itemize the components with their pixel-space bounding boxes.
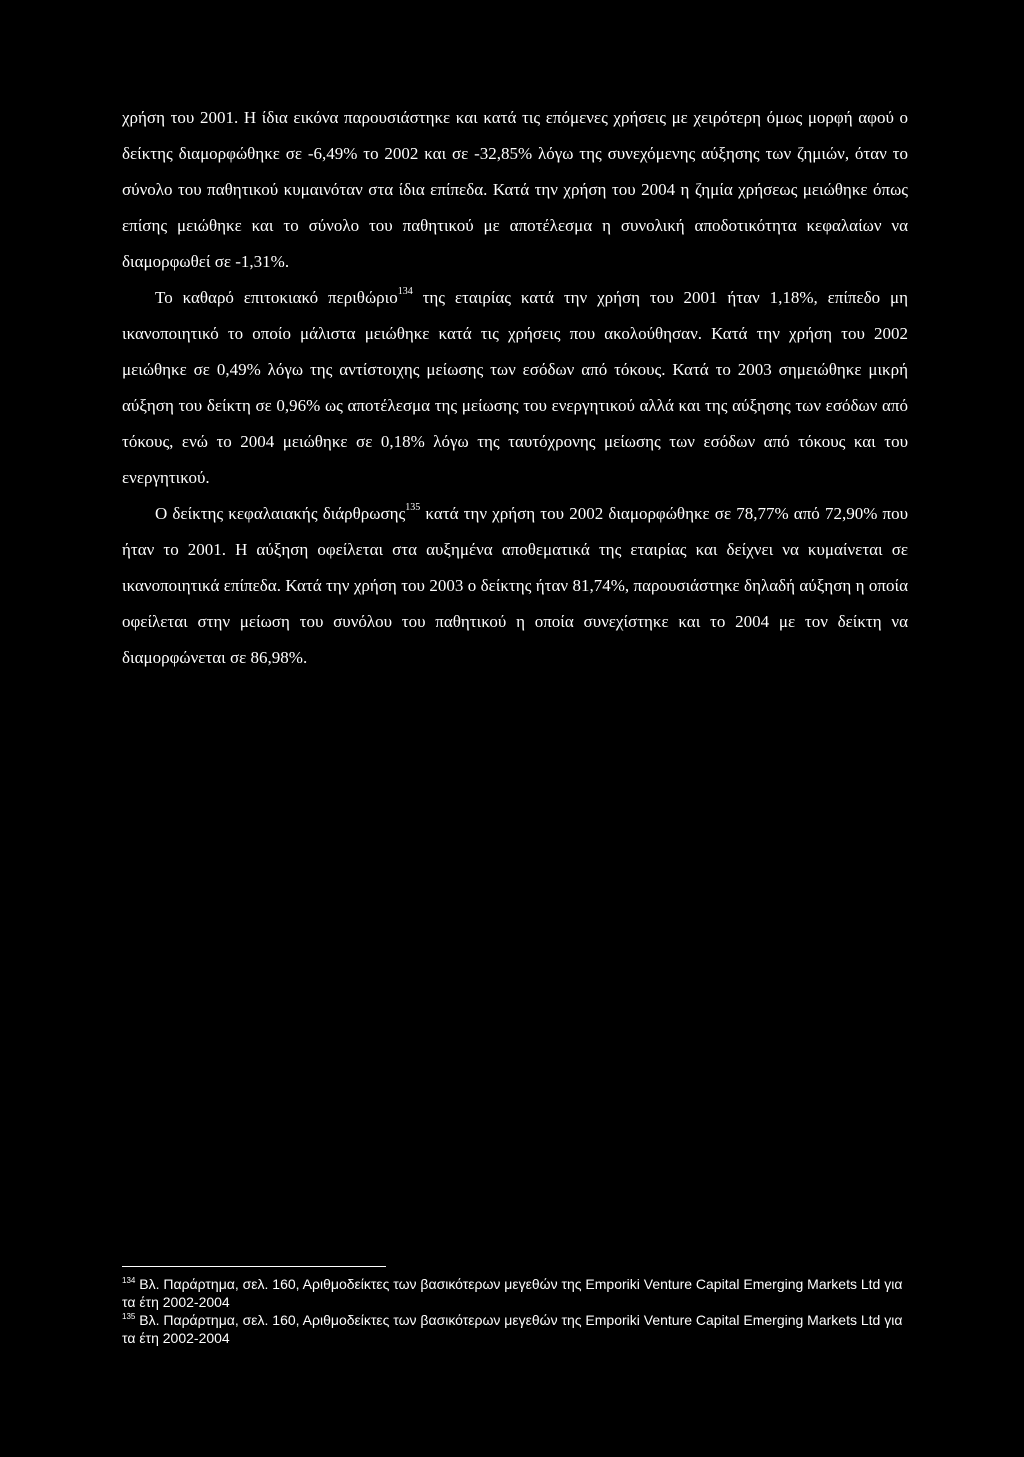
paragraph-text-start: Ο δείκτης κεφαλαιακής διάρθρωσης [155, 504, 406, 523]
footnote-134 [122, 1275, 908, 1311]
document-body [122, 100, 908, 676]
paragraph-text-end: κατά την χρήση του 2002 διαμορφώθηκε σε 78,77% από 72,90% που ήταν το 2001. Η αύξηση οφείλεται στα αυξημένα αποθεματικά της εταιρίας και δείχνει να κυμαίνεται σε ικανοποιητικά επίπεδα. Κατά την χρήση του 2003 ο δείκτης ήταν 81,74%, παρουσιάστηκε δηλαδή αύξηση η οποία οφείλεται στην μείωση του συνόλου του παθητικού η οποία συνεχίστηκε και το 2004 με τον δείκτη να διαμορφώνεται σε 86,98%. [122, 504, 908, 667]
footnotes-section [122, 1266, 908, 1347]
footnote-text: Βλ. Παράρτημα, σελ. 160, Αριθμοδείκτες των βασικότερων μεγεθών της Emporiki Venture Capital Emerging Markets Ltd για τα έτη 2002-2004 [122, 1312, 903, 1346]
footnote-ref-134: 134 [397, 286, 413, 297]
footnote-135 [122, 1311, 908, 1347]
footnote-number: 134 [122, 1276, 136, 1285]
footnote-divider [122, 1266, 386, 1267]
footnote-number: 135 [122, 1312, 136, 1321]
footnote-ref-135: 135 [405, 502, 421, 513]
paragraph-text: χρήση του 2001. Η ίδια εικόνα παρουσιάστηκε και κατά τις επόμενες χρήσεις με χειρότερη όμως μορφή αφού ο δείκτης διαμορφώθηκε σε -6,49% το 2002 και σε -32,85% λόγω της συνεχόμενης αύξησης των ζημιών, όταν το σύνολο του παθητικού κυμαινόταν στα ίδια επίπεδα. Κατά την χρήση του 2004 η ζημία χρήσεως μειώθηκε όπως επίσης μειώθηκε και το σύνολο του παθητικού με αποτέλεσμα η συνολική αποδοτικότητα κεφαλαίων να διαμορφωθεί σε -1,31%. [122, 108, 908, 271]
paragraph-text-end: της εταιρίας κατά την χρήση του 2001 ήταν 1,18%, επίπεδο μη ικανοποιητικό το οποίο μάλιστα μειώθηκε κατά τις χρήσεις που ακολούθησαν. Κατά την χρήση του 2002 μειώθηκε σε 0,49% λόγω της αντίστοιχης μείωσης των εσόδων από τόκους. Κατά το 2003 σημειώθηκε μικρή αύξηση του δείκτη σε 0,96% ως αποτέλεσμα της μείωσης του ενεργητικού αλλά και της αύξησης των εσόδων από τόκους, ενώ το 2004 μειώθηκε σε 0,18% λόγω της ταυτόχρονης μείωσης των εσόδων από τόκους και του ενεργητικού. [122, 288, 908, 487]
paragraph-interest-margin [122, 280, 908, 496]
paragraph-text-start: Το καθαρό επιτοκιακό περιθώριο [155, 288, 398, 307]
paragraph-capital-return [122, 100, 908, 280]
footnote-text: Βλ. Παράρτημα, σελ. 160, Αριθμοδείκτες των βασικότερων μεγεθών της Emporiki Venture Capital Emerging Markets Ltd για τα έτη 2002-2004 [122, 1276, 903, 1310]
paragraph-capital-structure [122, 496, 908, 676]
